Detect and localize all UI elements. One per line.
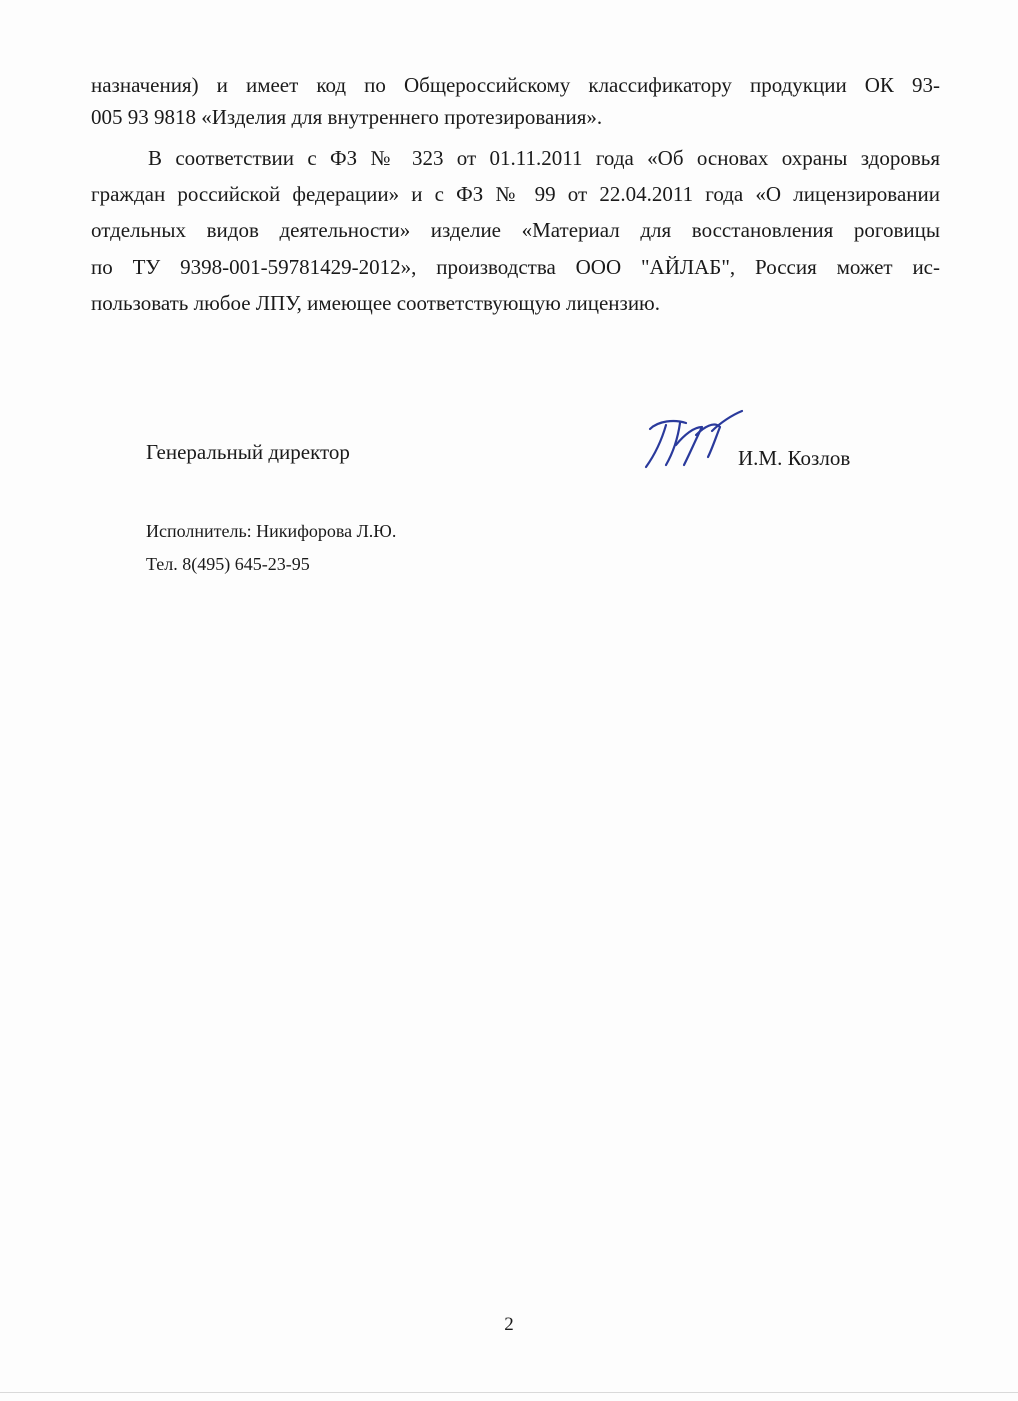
signatory-name: И.М. Козлов	[738, 446, 851, 470]
paragraph-1-line-2: 005 93 9818 «Изделия для внутреннего протезирования».	[91, 105, 603, 129]
executor-line: Исполнитель: Никифорова Л.Ю.	[146, 521, 397, 541]
paragraph-2-line-4: по ТУ 9398-001-59781429-2012», производства ООО "АЙЛАБ", Россия может ис-	[91, 255, 940, 279]
paragraph-2-line-5: пользовать любое ЛПУ, имеющее соответствующую лицензию.	[91, 291, 660, 315]
paragraph-2-line-3: отдельных видов деятельности» изделие «Материал для восстановления роговицы	[91, 218, 940, 242]
page-number: 2	[504, 1314, 514, 1335]
scan-edge-divider	[0, 1392, 1018, 1393]
paragraph-2-line-1: В соответствии с ФЗ № 323 от 01.11.2011 года «Об основах охраны здоровья	[148, 146, 940, 170]
paragraph-1-line-1: назначения) и имеет код по Общероссийскому классификатору продукции ОК 93-	[91, 73, 940, 97]
phone-line: Тел. 8(495) 645-23-95	[146, 554, 310, 574]
signatory-title: Генеральный директор	[146, 440, 350, 464]
paragraph-2-line-2: граждан российской федерации» и с ФЗ № 99 от 22.04.2011 года «О лицензировании	[91, 182, 940, 206]
handwritten-signature	[636, 405, 746, 475]
